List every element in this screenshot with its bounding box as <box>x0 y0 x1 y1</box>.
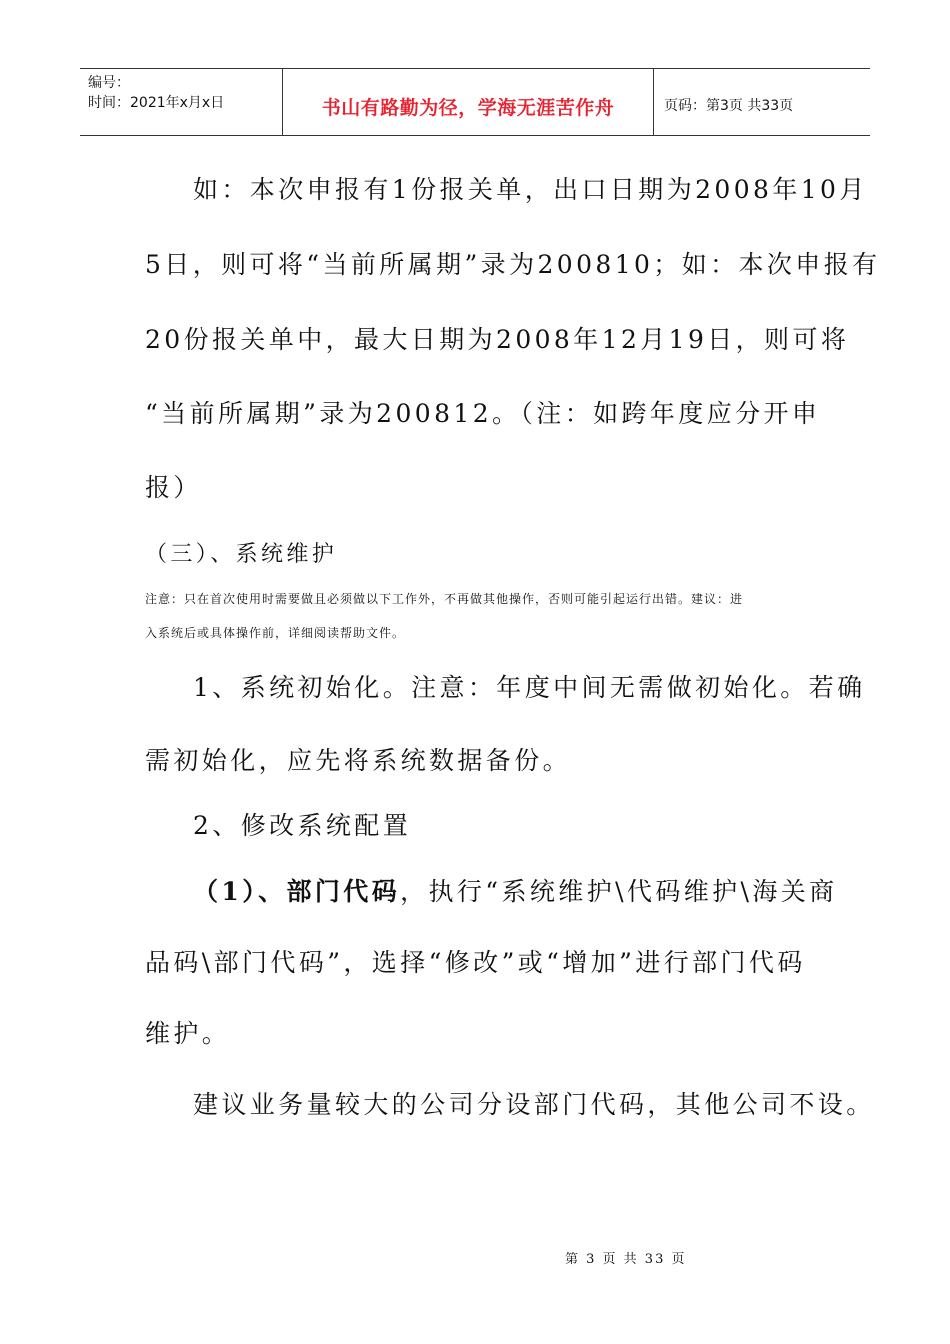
page-header <box>80 68 870 136</box>
paragraph-1-line-2: 5日，则可将“当前所属期”录为200810；如：本次申报有 <box>145 250 881 279</box>
header-motto-cell <box>282 69 654 135</box>
item-2-heading: 2、修改系统配置 <box>193 811 412 840</box>
item-1-line-1: 1、系统初始化。注意：年度中间无需做初始化。若确 <box>193 673 866 702</box>
document-date: 时间：2021年x月x日 <box>88 95 225 111</box>
paragraph-1-line-5: 报） <box>145 473 202 502</box>
section-heading-system-maintenance: （三）、系统维护 <box>145 542 338 567</box>
document-number-label: 编号： <box>88 75 130 91</box>
header-motto: 书山有路勤为径，学海无涯苦作舟 <box>321 96 615 119</box>
note-line-1: 注意：只在首次使用时需要做且必须做以下工作外，不再做其他操作，否则可能引起运行出错。建议：进 <box>145 592 744 606</box>
item-2-1-line-3: 维护。 <box>145 1019 231 1048</box>
item-2-1-line-1 <box>193 872 838 908</box>
item-2-1-label: （1）、部门代码 <box>193 877 401 906</box>
note-line-2: 入系统后或具体操作前，详细阅读帮助文件。 <box>145 626 406 640</box>
item-1-line-2: 需初始化，应先将系统数据备份。 <box>145 746 572 775</box>
paragraph-1-line-3: 20份报关单中，最大日期为2008年12月19日，则可将 <box>145 325 850 354</box>
header-meta <box>80 69 282 135</box>
header-page-info: 页码：第3页 共33页 <box>664 98 794 114</box>
paragraph-1-line-1: 如：本次申报有1份报关单，出口日期为2008年10月 <box>193 175 868 204</box>
advice-paragraph: 建议业务量较大的公司分设部门代码，其他公司不设。 <box>193 1090 875 1119</box>
item-2-1-text: ，执行“系统维护\代码维护\海关商 <box>400 877 838 906</box>
item-2-1-line-2: 品码\部门代码”，选择“修改”或“增加”进行部门代码 <box>145 948 806 977</box>
paragraph-1-line-4: “当前所属期”录为200812。（注：如跨年度应分开申 <box>145 399 821 428</box>
page-footer: 第 3 页 共 33 页 <box>565 1252 687 1267</box>
header-page-info-cell <box>654 69 870 135</box>
